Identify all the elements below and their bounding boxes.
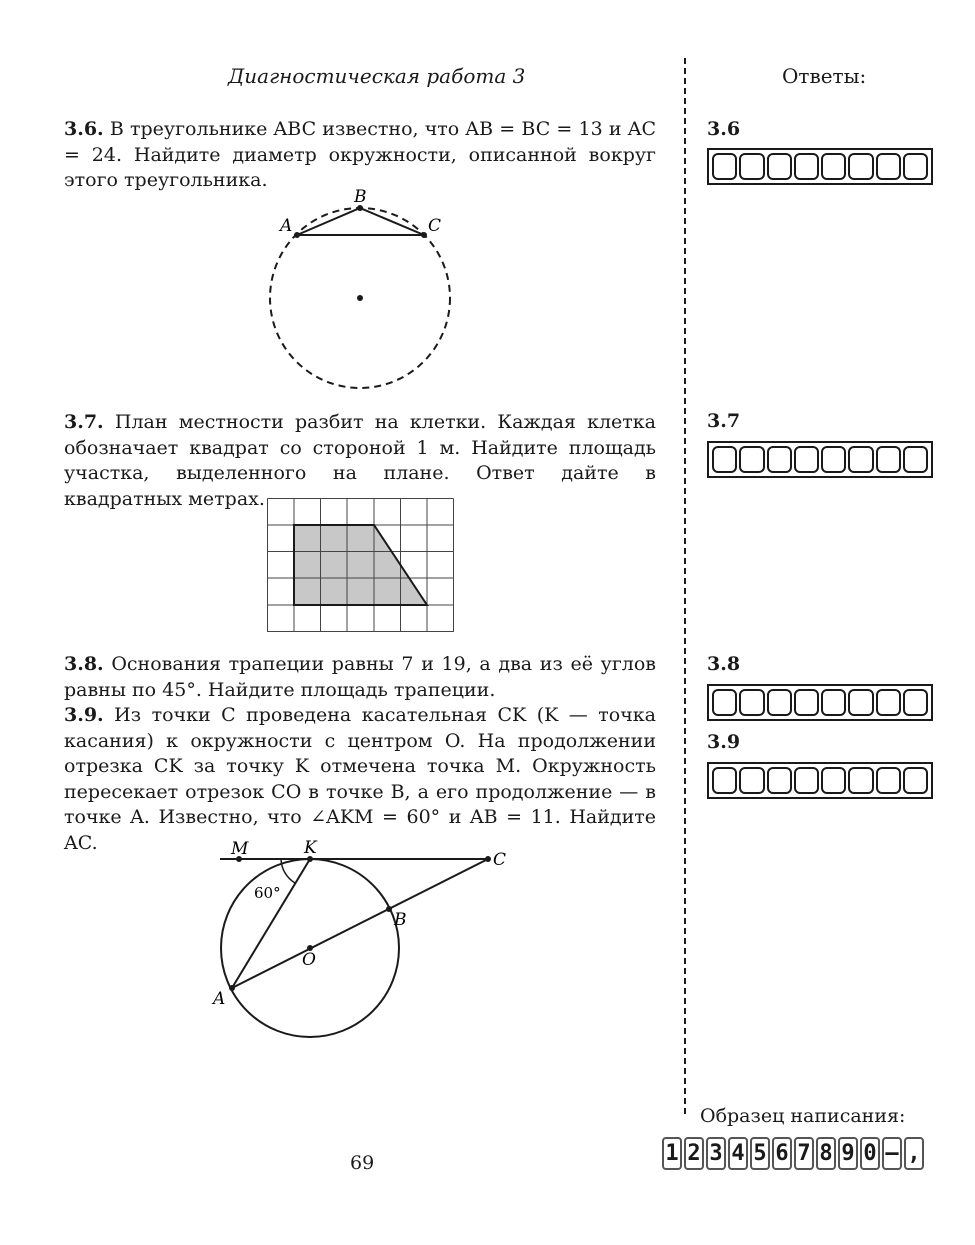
label-a: A <box>280 216 293 236</box>
shaded-plot <box>294 525 427 605</box>
triangle-abc <box>297 208 424 235</box>
sample-char: 2 <box>684 1137 704 1170</box>
sample-digits <box>662 1137 924 1170</box>
label-b: B <box>394 910 407 930</box>
task-3-8 <box>64 652 656 703</box>
task-number: 3.9. <box>64 704 104 726</box>
sample-char: 0 <box>860 1137 880 1170</box>
answer-box-3-9[interactable] <box>707 762 933 799</box>
sample-char: 4 <box>728 1137 748 1170</box>
page-header: Диагностическая работа 3 <box>228 64 526 88</box>
label-k: K <box>304 838 317 858</box>
answer-label-3-7: 3.7 <box>707 410 741 432</box>
sample-char: , <box>904 1137 924 1170</box>
sample-char: 6 <box>772 1137 792 1170</box>
sample-char: – <box>882 1137 902 1170</box>
figure-3-9 <box>205 835 525 1050</box>
sample-char: 9 <box>838 1137 858 1170</box>
answer-label-3-8: 3.8 <box>707 653 741 675</box>
answer-label-3-6: 3.6 <box>707 118 741 140</box>
task-text: Основания трапеции равны 7 и 19, а два из её углов равны по 45°. Найдите площадь трапеции. <box>64 653 656 701</box>
answers-title: Ответы: <box>782 64 867 88</box>
task-number: 3.6. <box>64 118 104 140</box>
sample-char: 5 <box>750 1137 770 1170</box>
sample-char: 8 <box>816 1137 836 1170</box>
answer-label-3-9: 3.9 <box>707 731 741 753</box>
task-3-7 <box>64 410 656 512</box>
answer-box-3-8[interactable] <box>707 684 933 721</box>
sample-char: 3 <box>706 1137 726 1170</box>
answer-box-3-7[interactable] <box>707 441 933 478</box>
task-text: Из точки C проведена касательная CK (K — точка касания) к окружности с центром O. На продолжении отрезка CK за точку K отмечена точка M. Окружность пересекает отрезок CO в точке B, а его продолжение — в точке A. Известно, что ∠AKM = 60° и AB = 11. Найдите AC. <box>64 704 656 854</box>
label-a: A <box>213 989 226 1009</box>
answer-box-3-6[interactable] <box>707 148 933 185</box>
task-text: План местности разбит на клетки. Каждая клетка обозначает квадрат со стороной 1 м. Найдите площадь участка, выделенного на плане. Ответ дайте в квадратных метрах. <box>64 411 657 510</box>
sample-char: 1 <box>662 1137 682 1170</box>
label-o: O <box>302 950 316 970</box>
page-number: 69 <box>350 1152 375 1174</box>
label-b: B <box>354 187 367 207</box>
sample-label: Образец написания: <box>700 1105 906 1127</box>
angle-label: 60° <box>254 884 281 902</box>
circle-center <box>357 295 363 301</box>
dashed-divider <box>684 58 686 1114</box>
figure-3-6 <box>260 185 470 395</box>
label-c: C <box>428 216 442 236</box>
label-m: M <box>231 839 249 859</box>
task-3-6 <box>64 117 656 194</box>
task-number: 3.8. <box>64 653 104 675</box>
task-3-9 <box>64 703 656 856</box>
label-c: C <box>493 850 507 870</box>
sample-char: 7 <box>794 1137 814 1170</box>
task-text: В треугольнике ABC известно, что AB = BC = 13 и AC = 24. Найдите диаметр окружности, описанной вокруг этого треугольника. <box>64 118 656 191</box>
task-number: 3.7. <box>64 411 104 433</box>
figure-3-7-grid <box>267 498 455 634</box>
